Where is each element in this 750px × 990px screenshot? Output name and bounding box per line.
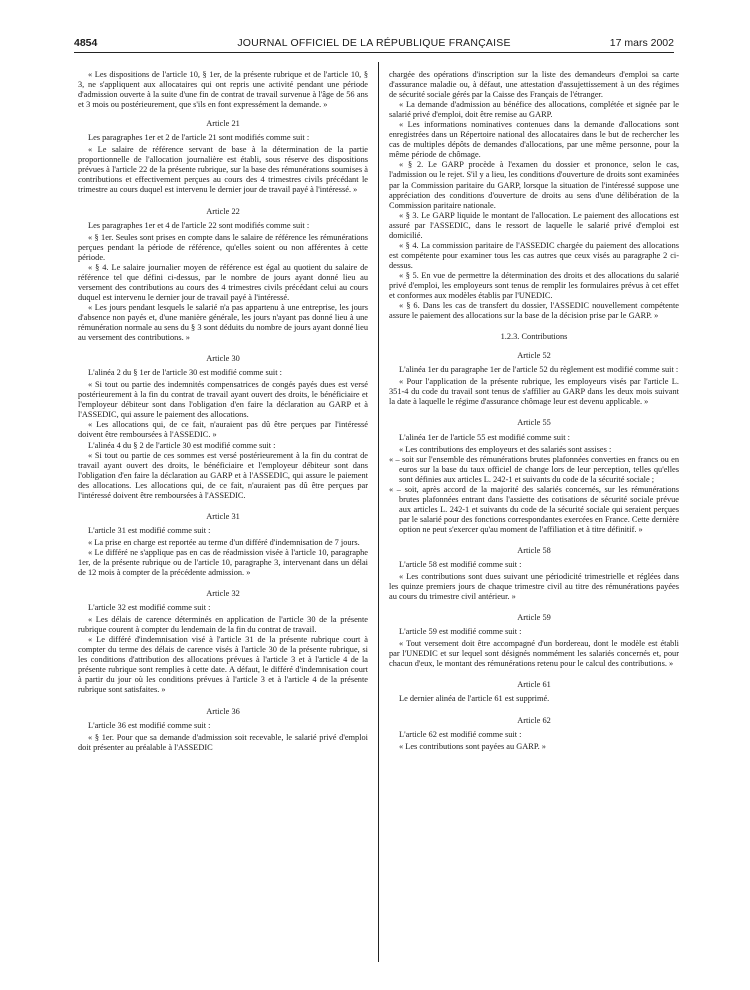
paragraph: « Si tout ou partie de ces sommes est versé postérieurement à la fin du contrat de travail ayant ouvert des droits, le bénéficiaire et l'employeur débiteur sont dans l'obligation d'en faire la déclaration au GARP et à l'ASSEDIC, qui assure le paiement des allocations. Les allocations qui, de ce fait, n'auraient pas dû être perçues par l'intéressé doivent être remboursées à l'ASSEDIC. — [78, 450, 368, 500]
paragraph: « Tout versement doit être accompagné d'un bordereau, dont le modèle est établi par l'UNEDIC et sur lequel sont désignés nommément les salariés concernés et, pour chacun d'eux, le montant des rémunérations retenu pour le calcul des contributions. » — [389, 639, 679, 669]
right-column — [389, 70, 679, 752]
amendment-intro: L'article 32 est modifié comme suit : — [88, 603, 211, 613]
amendment-intro: Les paragraphes 1er et 4 de l'article 22 sont modifiés comme suit : — [88, 220, 310, 230]
article-heading: Article 36 — [206, 706, 240, 716]
paragraph: chargée des opérations d'inscription sur la liste des demandeurs d'emploi sa carte d'assurance maladie ou, à défaut, une attestation d'assujettissement à un des régimes de sécurité sociale gérés par la Caisse des Français de l'étranger. — [389, 70, 679, 100]
article-heading: Article 32 — [206, 589, 240, 599]
article-heading: Article 62 — [517, 715, 551, 725]
paragraph: « Pour l'application de la présente rubrique, les employeurs visés par l'article L. 351-4 du code du travail sont tenus de s'affilier au GARP dans les deux mois suivant la date à laquelle le régime d'assurance chômage leur est devenu applicable. » — [389, 377, 679, 407]
paragraph: « § 6. Dans les cas de transfert du dossier, l'ASSEDIC nouvellement compétente assure le paiement des allocations sur la base de la décision prise par le GARP. » — [389, 301, 679, 321]
article-heading: Article 58 — [517, 545, 551, 555]
amendment-intro: L'article 36 est modifié comme suit : — [88, 720, 211, 730]
page-number: 4854 — [74, 37, 98, 49]
paragraph: « Les contributions sont dues suivant une périodicité trimestrielle et réglées dans les quinze premiers jours de chaque trimestre civil au titre des rémunérations payées au cours du trimestre civil antérieur. » — [389, 572, 679, 602]
paragraph: « Le différé d'indemnisation visé à l'article 31 de la présente rubrique court à compter du terme des délais de carence visés à l'article 30 de la présente rubrique, si les conditions d'attribution des allocations prévues à l'article 3 et à l'article 4 de la présente rubrique sont remplies à cette date. A défaut, le différé d'indemnisation court à partir du jour où les conditions prévues à l'article 3 et à l'article 4 de la présente rubrique sont satisfaites. » — [78, 635, 368, 695]
paragraph: « Les allocations qui, de ce fait, n'auraient pas dû être perçues par l'intéressé doivent être remboursées à l'ASSEDIC. » — [78, 420, 368, 440]
subsection-heading: 1.2.3. Contributions — [500, 332, 568, 342]
paragraph: « La prise en charge est reportée au terme d'un différé d'indemnisation de 7 jours. — [88, 537, 360, 547]
page-header — [74, 37, 674, 51]
paragraph: « § 2. Le GARP procède à l'examen du dossier et prononce, selon le cas, l'admission ou le rejet. S'il y a lieu, les conditions d'ouverture de droits sont examinées par la Commission paritaire du GARP, lorsque la situation de l'intéressé suppose une appréciation des conditions d'ouverture de droits au sens d'une délibération de la Commission paritaire nationale. — [389, 160, 679, 210]
paragraph: « Les délais de carence déterminés en application de l'article 30 de la présente rubrique courent à compter du lendemain de la fin du contrat de travail. — [78, 615, 368, 635]
paragraph: « § 5. En vue de permettre la détermination des droits et des allocations du salarié privé d'emploi, les employeurs sont tenus de remplir les formulaires prévus à cet effet et conformes aux modèles établis par l'UNEDIC. — [389, 270, 679, 301]
amendment-intro: Les paragraphes 1er et 2 de l'article 21 sont modifiés comme suit : — [88, 133, 310, 143]
article-heading: Article 59 — [517, 613, 551, 623]
amendment-intro: L'article 31 est modifié comme suit : — [88, 525, 211, 535]
article-heading: Article 61 — [517, 680, 551, 690]
column-divider — [378, 62, 379, 962]
paragraph: « Les dispositions de l'article 10, § 1er, de la présente rubrique et de l'article 10, § 3, ne s'appliquent aux allocataires qui ont repris une activité pendant une période d'admission ouverte à la suite d'une fin de contrat de travail survenue à l'âge de 56 ans et 3 mois ou postérieurement, que s'ils en font expressément la demande. » — [78, 70, 368, 110]
journal-title: JOURNAL OFFICIEL DE LA RÉPUBLIQUE FRANÇAISE — [237, 37, 511, 49]
paragraph: « Les informations nominatives contenues dans la demande d'allocations sont enregistrées dans un Répertoire national des allocataires dans le but de rechercher les cas de multiples dépôts de demandes d'allocations, par une même personne, pour la même période de chômage. — [389, 120, 679, 160]
amendment-intro: L'alinéa 1er du paragraphe 1er de l'article 52 du règlement est modifié comme suit : — [399, 365, 679, 375]
list-item: « – soit, après accord de la majorité des salariés concernés, sur les rémunérations brutes plafonnées entrant dans l'assiette des cotisations de sécurité sociale prévue aux articles L. 242-1 et suivants du code de la sécurité sociale qui seraient perçues par le salarié pour des fonctions correspondantes exercées en France. Cette dernière option ne peut s'exercer qu'au moment de l'affiliation et à titre définitif. » — [389, 484, 679, 534]
paragraph: « Les contributions sont payées au GARP. » — [399, 741, 546, 751]
paragraph: « § 4. Le salaire journalier moyen de référence est égal au quotient du salaire de référence tel que défini ci-dessus, par le nombre de jours ayant donné lieu au versement des contributions au cours des 4 trimestres civils précédant celui au cours duquel est intervenu le dernier jour de travail payé à l'intéressé. — [78, 262, 368, 302]
article-heading: Article 31 — [206, 511, 240, 521]
amendment-intro: L'alinéa 4 du § 2 de l'article 30 est modifié comme suit : — [88, 440, 276, 450]
paragraph: « Les contributions des employeurs et des salariés sont assises : — [399, 444, 612, 454]
paragraph: « Si tout ou partie des indemnités compensatrices de congés payés dues est versé postérieurement à la fin du contrat de travail ayant ouvert des droits, le bénéficiaire et l'employeur débiteur sont dans l'obligation d'en faire la déclaration au GARP et à l'ASSEDIC, qui assure le paiement des allocations. — [78, 380, 368, 420]
amendment-intro: L'alinéa 1er de l'article 55 est modifié comme suit : — [399, 432, 570, 442]
paragraph: « § 1er. Seules sont prises en compte dans le salaire de référence les rémunérations perçues pendant la période de référence, qu'elles soient ou non afférentes à cette période. — [78, 232, 368, 262]
amendment-intro: L'article 59 est modifié comme suit : — [399, 627, 522, 637]
paragraph: « Les jours pendant lesquels le salarié n'a pas appartenu à une entreprise, les jours d'absence non payés et, d'une manière générale, les jours n'ayant pas donné lieu à une rémunération normale au sens du § 3 sont déduits du nombre de jours ayant donné lieu au versement des contributions. » — [78, 302, 368, 343]
amendment-intro: L'article 58 est modifié comme suit : — [399, 560, 522, 570]
header-rule — [74, 52, 674, 53]
article-heading: Article 30 — [206, 354, 240, 364]
issue-date: 17 mars 2002 — [609, 37, 674, 49]
paragraph: « § 1er. Pour que sa demande d'admission soit recevable, le salarié privé d'emploi doit présenter au préalable à l'ASSEDIC — [78, 732, 368, 752]
amendment-intro: L'alinéa 2 du § 1er de l'article 30 est modifié comme suit : — [88, 368, 282, 378]
list-item: « – soit sur l'ensemble des rémunérations brutes plafonnées converties en francs ou en euros sur la base du taux officiel de change lors de leur perception, telles qu'elles sont définies aux articles L. 242-1 et suivants du code de la sécurité sociale ; — [389, 454, 679, 484]
article-heading: Article 21 — [206, 119, 240, 129]
article-heading: Article 22 — [206, 206, 240, 216]
paragraph: « Le différé ne s'applique pas en cas de réadmission visée à l'article 10, paragraphe 1er, de la présente rubrique ou de l'article 10, paragraphe 3, intervenant dans un délai de 12 mois à compter de la précédente admission. » — [78, 547, 368, 578]
paragraph: « Le salaire de référence servant de base à la détermination de la partie proportionnelle de l'allocation journalière est établi, sous réserve des dispositions prévues à l'article 22 de la présente rubrique, sur la base des rémunérations soumises à contributions et effectivement perçues au cours des 4 trimestres civils précédant le trimestre au cours duquel est intervenu le dernier jour de travail payé à l'intéressé. » — [78, 145, 368, 195]
paragraph: « § 3. Le GARP liquide le montant de l'allocation. Le paiement des allocations est assuré par l'ASSEDIC, dans le ressort de laquelle le salarié privé d'emploi est domicilié. — [389, 210, 679, 240]
article-heading: Article 55 — [517, 418, 551, 428]
paragraph: Le dernier alinéa de l'article 61 est supprimé. — [399, 694, 550, 704]
left-column — [78, 70, 368, 753]
article-heading: Article 52 — [517, 351, 551, 361]
paragraph: « § 4. La commission paritaire de l'ASSEDIC chargée du paiement des allocations est compétente pour examiner tous les cas autres que ceux visés au paragraphe 2 ci-dessus. — [389, 240, 679, 270]
paragraph: « La demande d'admission au bénéfice des allocations, complétée et signée par le salarié privé d'emploi, doit être remise au GARP. — [389, 100, 679, 120]
amendment-intro: L'article 62 est modifié comme suit : — [399, 729, 522, 739]
